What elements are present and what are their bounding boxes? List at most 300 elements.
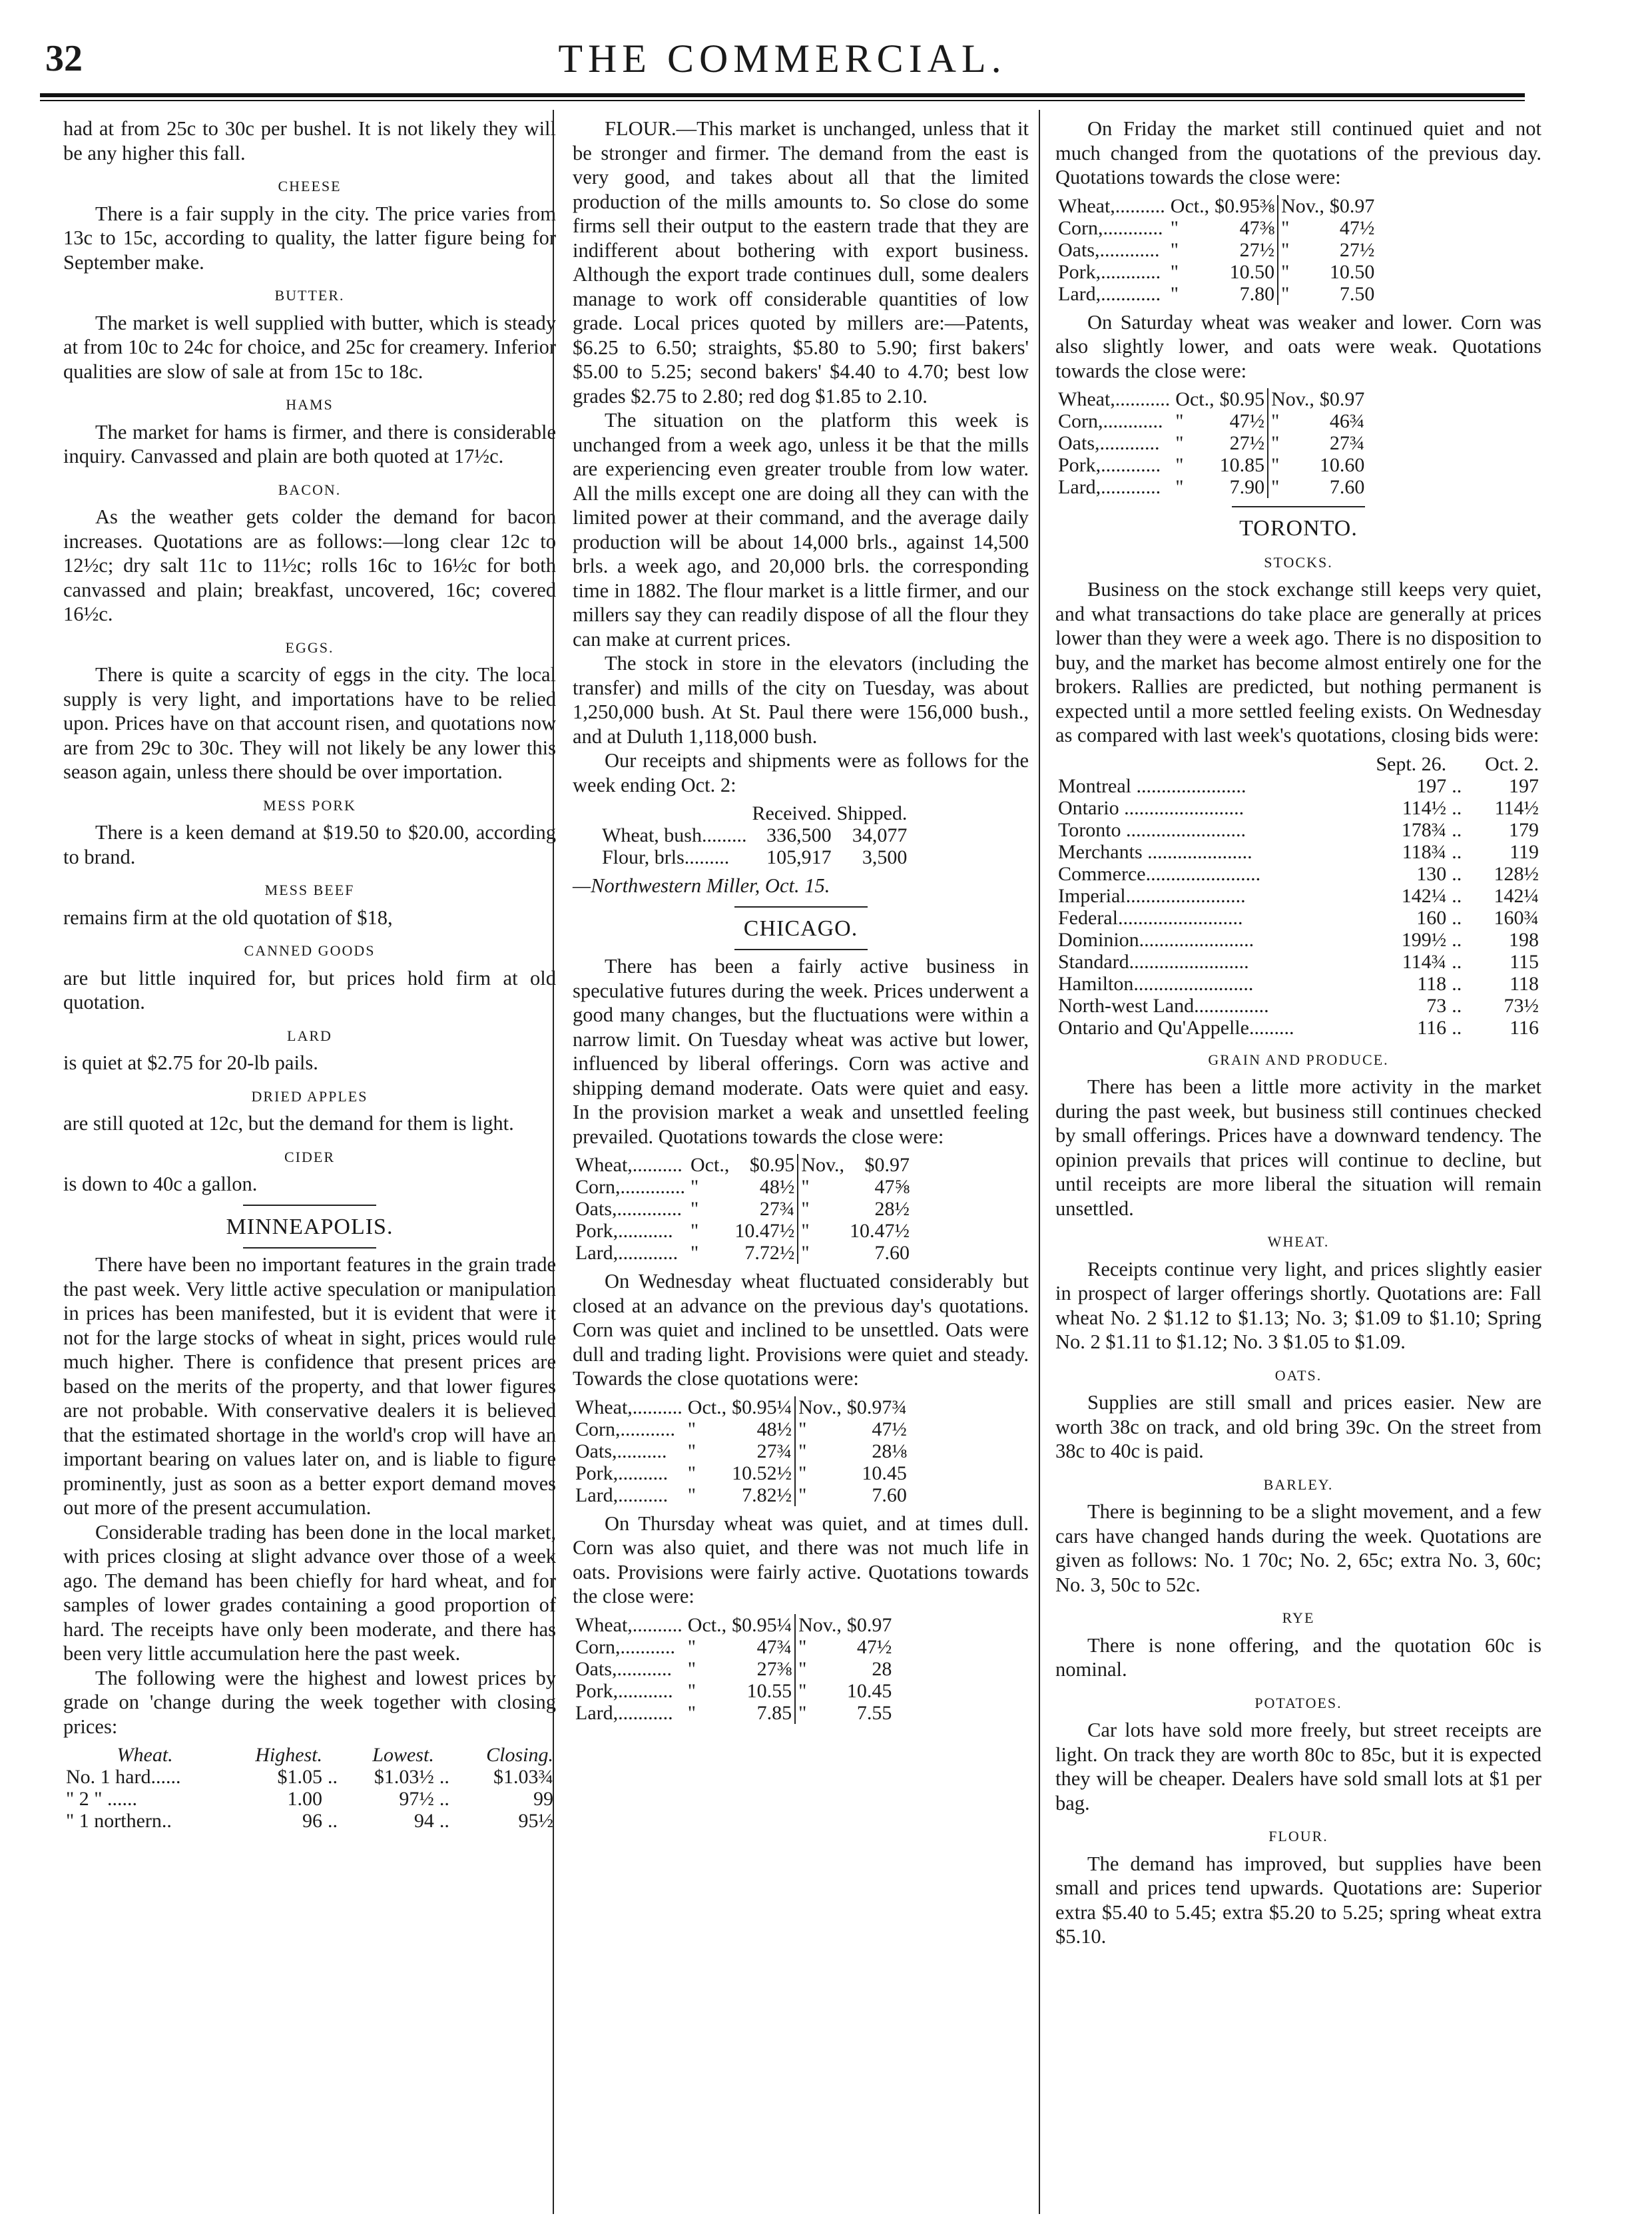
cell: 197	[1509, 774, 1539, 797]
cell: Oats,..........	[575, 1440, 667, 1462]
cell: 47¾	[756, 1635, 792, 1658]
cell: "	[798, 1176, 847, 1198]
table-row	[573, 1154, 912, 1176]
grade-price-table	[63, 1744, 556, 1832]
cell: "	[1170, 282, 1179, 305]
table-row	[573, 1176, 912, 1198]
cell: $0.97	[1329, 194, 1375, 217]
quotation-table	[1055, 195, 1377, 305]
section-heading: WHEAT.	[1267, 1233, 1330, 1250]
column-header: Shipped.	[836, 802, 908, 824]
table-row	[1055, 388, 1367, 410]
cell: ..	[1452, 774, 1462, 797]
cell: Lard,...........	[575, 1701, 673, 1724]
table-row	[1055, 410, 1367, 432]
table-row	[63, 1766, 556, 1788]
cell: $1.03½	[374, 1766, 434, 1788]
cell: 116	[1417, 1016, 1447, 1039]
cell: Lard,..........	[575, 1484, 669, 1506]
cell: 7.50	[1339, 282, 1375, 305]
paragraph: Car lots have sold more freely, but street receipts are light. On track they are worth 80c to 85c, but it is expected they will be cheaper. Dealers have sold small lots at $1 per bag.	[1055, 1719, 1541, 1815]
cell: 47½	[1339, 216, 1375, 239]
cell: Corn,............	[1058, 216, 1163, 239]
cell: "	[1175, 432, 1184, 454]
cell: Wheat,...........	[1058, 388, 1171, 410]
paragraph: There is beginning to be a slight movement, and a few cars have changed hands during the week. Quotations are given as follows: No. 1 70c; No. 2, 65c; extra No. 3, 60c; No. 3, 50c to 52c.	[1055, 1500, 1541, 1596]
cell: 48½	[756, 1418, 792, 1440]
cell: 27½	[1239, 238, 1275, 261]
section-heading: GRAIN AND PRODUCE.	[1208, 1051, 1389, 1068]
cell: Dominion.......................	[1058, 928, 1254, 951]
table-row	[573, 1396, 910, 1418]
cell: "	[1175, 410, 1184, 432]
cell: "	[1170, 216, 1179, 239]
cell: $0.97¾	[846, 1396, 907, 1418]
cell: 116	[1510, 1016, 1539, 1039]
quotation-table	[573, 1154, 912, 1264]
cell: $0.95⅜	[1215, 194, 1275, 217]
cell: 115	[1510, 950, 1539, 973]
cell: Pork,............	[1058, 454, 1161, 476]
cell: Nov.,	[1268, 388, 1317, 410]
cell: Hamilton........................	[1058, 972, 1254, 995]
cell: Corn,.............	[575, 1176, 685, 1198]
section-heading: BARLEY.	[1263, 1476, 1334, 1493]
cell: 48½	[759, 1176, 795, 1198]
column-header	[1055, 753, 1355, 775]
cell: 114¾	[1402, 950, 1447, 973]
cell: 47⅝	[874, 1176, 910, 1198]
table-row	[1055, 951, 1541, 973]
paragraph: is quiet at $2.75 for 20-lb pails.	[63, 1051, 318, 1074]
column-1	[63, 117, 556, 1837]
section-heading: RYE	[1282, 1609, 1315, 1626]
table-row	[573, 1658, 894, 1680]
section-heading: OATS.	[1274, 1366, 1322, 1384]
page-title: THE COMMERCIAL.	[558, 37, 1007, 81]
cell: "	[1175, 476, 1184, 498]
cell: 96	[302, 1810, 323, 1832]
cell: 178¾	[1401, 818, 1447, 841]
cell: 28½	[874, 1198, 910, 1220]
cell: "	[687, 1657, 696, 1680]
cell: Corn,............	[1058, 410, 1163, 432]
paragraph: There is a fair supply in the city. The price varies from 13c to 15c, according to quality, the latter figure being for September make.	[63, 202, 556, 274]
cell: Wheat,..........	[575, 1154, 683, 1176]
paragraph: Business on the stock exchange still keeps very quiet, and what transactions do take place are generally at prices lower than they were a week ago. There is no disposition to buy, and the market has become almost entirely one for the brokers. Rallies are predicted, but nothing permanent is expected until a more settled feeling exists. On Wednesday as compared with last week's quotations, closing bids were:	[1055, 578, 1541, 746]
cell: "	[795, 1484, 844, 1506]
cell: Lard,............	[1058, 282, 1161, 305]
paragraph: The stock in store in the elevators (including the transfer) and mills of the city on Tuesday, was about 1,250,000 bush. At St. Paul there were 156,000 bush., and at Duluth 1,118,000 bush.	[573, 652, 1029, 748]
cell: 73	[1426, 994, 1447, 1017]
quotation-rows	[573, 1614, 894, 1724]
cell: 7.60	[872, 1484, 907, 1506]
section-heading: FLOUR.	[1268, 1828, 1328, 1844]
cell: 10.47½	[850, 1220, 910, 1242]
table-row	[1055, 797, 1541, 819]
cell: 27¾	[1329, 432, 1365, 454]
table-row	[1055, 841, 1541, 863]
table-row	[1055, 775, 1541, 797]
section-heading: HAMS	[286, 396, 334, 413]
table-row	[573, 1702, 894, 1724]
table-row	[573, 1614, 894, 1636]
table-row	[573, 1418, 910, 1440]
cell: "	[798, 1198, 847, 1220]
cell: "	[795, 1440, 844, 1462]
cell: ..	[439, 1766, 449, 1788]
cell: 27⅜	[756, 1657, 792, 1680]
cell: 47⅜	[1239, 216, 1275, 239]
table-row	[573, 1462, 910, 1484]
cell: Nov.,	[795, 1396, 844, 1418]
table-row	[1055, 1017, 1541, 1039]
cell: Oats,.............	[575, 1198, 682, 1220]
cell: ..	[1452, 818, 1462, 841]
table-row	[573, 1220, 912, 1242]
paragraph: Considerable trading has been done in the local market, with prices closing at slight advance over those of a week ago. The demand has been chiefly for hard wheat, and for samples of lower grades containing a good proportion of hard. The receipts have only been moderate, and there has been very little accumulation here the past week.	[63, 1520, 556, 1665]
cell: Lard,............	[1058, 476, 1161, 498]
table-row	[599, 846, 910, 868]
masthead	[40, 33, 1525, 93]
cell: ..	[328, 1810, 338, 1832]
cell: 10.50	[1229, 260, 1275, 283]
cell: "	[795, 1658, 844, 1680]
cell: Wheat,..........	[1058, 194, 1165, 217]
cell: $0.95¼	[732, 1396, 792, 1418]
section-rule	[243, 1247, 376, 1249]
cell: "	[690, 1242, 699, 1264]
cell: "	[1268, 476, 1317, 498]
cell: Corn,...........	[575, 1418, 675, 1440]
cell: 10.85	[1219, 454, 1265, 476]
cell: Oct.,	[1170, 194, 1210, 217]
paragraph: remains firm at the old quotation of $18,	[63, 906, 393, 929]
cell: 28⅛	[872, 1440, 907, 1462]
quotation-rows	[1055, 195, 1377, 305]
paragraph: is down to 40c a gallon.	[63, 1173, 258, 1195]
section-heading: BUTTER.	[274, 287, 345, 304]
cell: Wheat, bush.........	[602, 824, 747, 846]
table-row	[1055, 907, 1541, 929]
cell: 128½	[1494, 862, 1539, 885]
table-header-row	[599, 802, 910, 824]
paragraph: There have been no important features in the grain trade the past week. Very little active speculation or manipulation in prices has been manifested, but it is evident that were it not for the large stocks of wheat in sight, prices would rule much higher. There is confidence that present prices are based on the merits of the property, and that lower figures are not probable. With conservative dealers it is believed that the estimated shortage in the world's crop will have an important bearing on values later on, and is liable to figure prominently, just as soon as a better export demand moves out more of the present accumulation.	[63, 1253, 556, 1519]
cell: "	[798, 1220, 847, 1242]
cell: 198	[1509, 928, 1539, 951]
cell: 160¾	[1494, 906, 1539, 929]
cell: 118	[1417, 972, 1447, 995]
table-header-row	[1055, 753, 1541, 775]
quotation-rows	[573, 1396, 910, 1506]
section-rule	[1232, 506, 1365, 507]
column-3	[1055, 117, 1541, 1949]
column-header: Received.	[752, 802, 832, 824]
cell: "	[690, 1220, 699, 1242]
quotation-rows	[573, 1154, 912, 1264]
table-row	[573, 1680, 894, 1702]
table-row	[1055, 261, 1377, 283]
cell: "	[1170, 260, 1179, 283]
column-divider	[1039, 110, 1040, 2214]
cell: Pork,...........	[575, 1679, 673, 1702]
paragraph: There has been a little more activity in the market during the past week, but business still continues checked by small offerings. Prices have a downward tendency. The opinion prevails that prices will continue to decline, but until receipts are more liberal the situation will remain unsettled.	[1055, 1075, 1541, 1220]
column-header: Lowest.	[372, 1744, 434, 1766]
cell: "	[687, 1484, 696, 1506]
cell: Oats,...........	[575, 1657, 672, 1680]
table-row	[1055, 819, 1541, 841]
cell: $0.97	[846, 1613, 892, 1636]
cell: 7.85	[756, 1701, 792, 1724]
section-heading: LARD	[287, 1027, 332, 1044]
cell: ..	[439, 1788, 449, 1810]
section-heading: DRIED APPLES	[251, 1087, 368, 1105]
cell: "	[1278, 217, 1327, 239]
paragraph: There is none offering, and the quotation 60c is nominal.	[1055, 1633, 1541, 1681]
paragraph: The situation on the platform this week is unchanged from a week ago, unless it be that the mills are experiencing even greater trouble from low water. All the mills except one are doing all they can with the limited power at their command, and the average daily production will be about 14,000 brls., against 14,500 brls. a week ago, and 20,000 brls. the corresponding time in 1882. The flour market is a little firmer, and our millers say they can readily dispose of all the flour they can make at current prices.	[573, 409, 1029, 651]
cell: "	[1175, 454, 1184, 476]
cell: 160	[1416, 906, 1447, 929]
cell: ..	[1452, 796, 1462, 819]
cell: Flour, brls.........	[602, 846, 730, 868]
cell: Standard........................	[1058, 950, 1249, 973]
city-heading: TORONTO.	[1239, 516, 1358, 541]
cell: ..	[1452, 994, 1462, 1017]
quotation-table	[573, 1614, 894, 1724]
cell: 7.55	[856, 1701, 892, 1724]
masthead-rule-thin	[40, 100, 1525, 101]
quotation-rows	[1055, 388, 1367, 498]
cell: 10.60	[1319, 454, 1365, 476]
cell: 7.80	[1239, 282, 1275, 305]
cell: 1.00	[287, 1788, 323, 1810]
paragraph: There is a keen demand at $19.50 to $20.00, according to brand.	[63, 821, 556, 868]
cell: 7.60	[874, 1242, 910, 1264]
paragraph: are still quoted at 12c, but the demand for them is light.	[63, 1112, 514, 1135]
cell: Pork,..........	[575, 1462, 669, 1484]
column-header: Sept. 26.	[1376, 752, 1447, 775]
table-row	[1055, 283, 1377, 305]
table-row	[1055, 432, 1367, 454]
cell: $1.03¾	[493, 1766, 553, 1788]
city-heading: CHICAGO.	[743, 916, 858, 941]
cell: Merchants .....................	[1058, 840, 1252, 863]
section-heading: CHEESE	[278, 178, 342, 194]
cell: Imperial........................	[1058, 884, 1246, 907]
table-row	[573, 1242, 912, 1264]
paragraph: had at from 25c to 30c per bushel. It is not likely they will be any higher this fall.	[63, 117, 556, 164]
table-row	[1055, 239, 1377, 261]
cell: 34,077	[852, 824, 908, 846]
cell: 47½	[1229, 410, 1265, 432]
table-row	[1055, 454, 1367, 476]
cell: " 2 " ......	[66, 1788, 137, 1810]
cell: 118¾	[1402, 840, 1447, 863]
column-2	[573, 117, 1029, 1729]
cell: "	[795, 1702, 844, 1724]
column-header: Highest.	[255, 1744, 323, 1766]
cell: ..	[1452, 884, 1462, 907]
cell: Montreal ......................	[1058, 774, 1246, 797]
cell: 114½	[1402, 796, 1447, 819]
source-credit: —Northwestern Miller, Oct. 15.	[573, 874, 830, 897]
section-heading: MESS BEEF	[264, 882, 355, 898]
section-heading: CANNED GOODS	[244, 942, 376, 959]
cell: No. 1 hard......	[66, 1766, 181, 1788]
section-rule	[243, 1205, 376, 1206]
cell: Lard,............	[575, 1242, 679, 1264]
cell: 336,500	[766, 824, 832, 846]
cell: Pork,...........	[575, 1220, 673, 1242]
cell: Oats,............	[1058, 432, 1160, 454]
cell: 10.50	[1329, 260, 1375, 283]
cell: "	[690, 1198, 699, 1220]
quotation-table	[573, 1396, 910, 1506]
cell: ..	[1452, 972, 1462, 995]
table-row	[573, 1198, 912, 1220]
table-row	[1055, 217, 1377, 239]
cell: Oct.,	[687, 1613, 727, 1636]
table-row	[63, 1810, 556, 1832]
cell: Corn,...........	[575, 1635, 675, 1658]
quotation-table	[1055, 388, 1367, 498]
cell: "	[1268, 432, 1317, 454]
cell: ..	[1452, 862, 1462, 885]
section-heading: MESS PORK	[263, 796, 356, 814]
paragraph: There is quite a scarcity of eggs in the city. The local supply is very light, and importations have to be relied upon. Prices have on that account risen, and quotations now are from 29c to 30c. They will not likely be any lower this season again, unless there should be over importation.	[63, 663, 556, 783]
cell: 114½	[1494, 796, 1539, 819]
section-heading: STOCKS.	[1264, 553, 1333, 571]
cell: 7.60	[1329, 476, 1365, 498]
cell: "	[795, 1680, 844, 1702]
cell: ..	[1452, 840, 1462, 863]
cell: "	[1268, 454, 1317, 476]
cell: $0.95	[749, 1154, 795, 1176]
cell: "	[690, 1176, 699, 1198]
section-heading: CIDER	[284, 1148, 335, 1165]
stock-bids-table	[1055, 753, 1541, 1039]
cell: 28	[872, 1657, 892, 1680]
table-header-row	[63, 1744, 556, 1766]
cell: 7.72½	[744, 1242, 795, 1264]
cell: 94	[413, 1810, 434, 1832]
column-header	[599, 802, 749, 824]
cell: "	[795, 1418, 844, 1440]
cell: 3,500	[862, 846, 908, 868]
table-row	[1055, 995, 1541, 1017]
cell: 10.52½	[732, 1462, 792, 1484]
cell: Pork,............	[1058, 260, 1161, 283]
cell: "	[1268, 410, 1317, 432]
cell: Nov.,	[1278, 195, 1327, 217]
cell: 97½	[399, 1788, 434, 1810]
cell: $0.95¼	[732, 1613, 792, 1636]
paragraph: On Friday the market still continued quiet and not much changed from the quotations of the previous day. Quotations towards the close were:	[1055, 117, 1541, 188]
stock-rows	[1055, 775, 1541, 1039]
cell: Oct.,	[687, 1396, 727, 1418]
cell: Ontario ........................	[1058, 796, 1244, 819]
cell: "	[687, 1635, 696, 1658]
cell: Wheat,..........	[575, 1396, 683, 1418]
cell: $0.97	[1319, 388, 1365, 410]
cell: $0.97	[864, 1154, 910, 1176]
cell: 10.45	[862, 1462, 907, 1484]
section-rule	[734, 906, 868, 908]
cell: Ontario and Qu'Appelle.........	[1058, 1016, 1294, 1039]
cell: 7.82½	[742, 1484, 792, 1506]
table-row	[573, 1636, 894, 1658]
cell: "	[1170, 238, 1179, 261]
column-header: Oct. 2.	[1485, 752, 1539, 775]
cell: Oct.,	[1175, 388, 1215, 410]
paragraph: The market is well supplied with butter, which is steady at from 10c to 24c for choice, and 25c for creamery. Inferior qualities are slow of sale at from 15c to 18c.	[63, 311, 556, 383]
cell: 27¾	[759, 1198, 795, 1220]
table-row	[573, 1440, 910, 1462]
section-rule	[734, 949, 868, 950]
city-heading: MINNEAPOLIS.	[226, 1214, 394, 1239]
cell: Federal.........................	[1058, 906, 1243, 929]
cell: 10.45	[846, 1679, 892, 1702]
cell: ..	[1452, 906, 1462, 929]
cell: Oct.,	[690, 1154, 730, 1176]
table-row	[573, 1484, 910, 1506]
cell: Wheat,..........	[575, 1613, 683, 1636]
cell: " 1 northern..	[66, 1810, 172, 1832]
cell: ..	[1452, 928, 1462, 951]
cell: ..	[328, 1766, 338, 1788]
cell: "	[687, 1679, 696, 1702]
cell: 105,917	[766, 846, 832, 868]
column-header: Wheat.	[117, 1744, 173, 1766]
cell: 142¼	[1494, 884, 1539, 907]
cell: $1.05	[277, 1766, 323, 1788]
cell: 7.90	[1229, 476, 1265, 498]
cell: "	[687, 1440, 696, 1462]
cell: ..	[439, 1810, 449, 1832]
cell: "	[1278, 283, 1327, 305]
cell: 197	[1416, 774, 1447, 797]
section-heading: POTATOES.	[1254, 1694, 1342, 1711]
table-row	[1055, 973, 1541, 995]
paragraph: Receipts continue very light, and prices slightly easier in prospect of larger offerings shortly. Quotations are: Fall wheat No. 2 $1.12 to $1.13; No. 3; $1.09 to $1.10; Spring No. 2 $1.11 to $1.12; No. 3 $1.05 to $1.09.	[1055, 1257, 1541, 1353]
cell: 118	[1510, 972, 1539, 995]
cell: 27½	[1229, 432, 1265, 454]
receipts-table	[599, 802, 910, 868]
paragraph: Our receipts and shipments were as follows for the week ending Oct. 2:	[573, 749, 1029, 796]
paragraph: The following were the highest and lowest prices by grade on 'change during the week together with closing prices:	[63, 1666, 556, 1738]
cell: "	[687, 1701, 696, 1724]
table-row	[1055, 195, 1377, 217]
paragraph: As the weather gets colder the demand for bacon increases. Quotations are as follows:—long clear 12c to 12½c; dry salt 11c to 11½c; rolls 16c to 16½c for both canvassed and plain; breakfast, uncovered, 16c; covered 16½c.	[63, 505, 556, 625]
paragraph: On Wednesday wheat fluctuated considerably but closed at an advance on the previous day's quotations. Corn was quiet and inclined to be unsettled. Oats were dull and trading light. Provisions were quiet and steady. Towards the close quotations were:	[573, 1270, 1029, 1390]
cell: 95½	[518, 1810, 553, 1832]
table-row	[1055, 863, 1541, 885]
cell: 99	[533, 1788, 553, 1810]
paragraph: On Thursday wheat was quiet, and at times dull. Corn was also quiet, and there was not much life in oats. Provisions were fairly active. Quotations towards the close were:	[573, 1512, 1029, 1607]
cell: Oats,............	[1058, 238, 1160, 261]
paragraph: There has been a fairly active business in speculative futures during the week. Prices underwent a good many changes, but the fluctuations were within a narrow limit. On Tuesday wheat was active but lower, influenced by liberal offerings. Corn was active and shipping demand moderate. Oats were quiet and easy. In the provision market a weak and unsettled feeling prevailed. Quotations towards the close were:	[573, 955, 1029, 1148]
cell: 199½	[1401, 928, 1447, 951]
cell: Commerce.......................	[1058, 862, 1261, 885]
cell: 46¾	[1329, 410, 1365, 432]
cell: "	[798, 1242, 847, 1264]
cell: "	[795, 1462, 844, 1484]
cell: 130	[1416, 862, 1447, 885]
paragraph: are but little inquired for, but prices hold firm at old quotation.	[63, 966, 556, 1013]
cell: Nov.,	[795, 1614, 844, 1636]
cell: 119	[1510, 840, 1539, 863]
cell: 27¾	[756, 1440, 792, 1462]
